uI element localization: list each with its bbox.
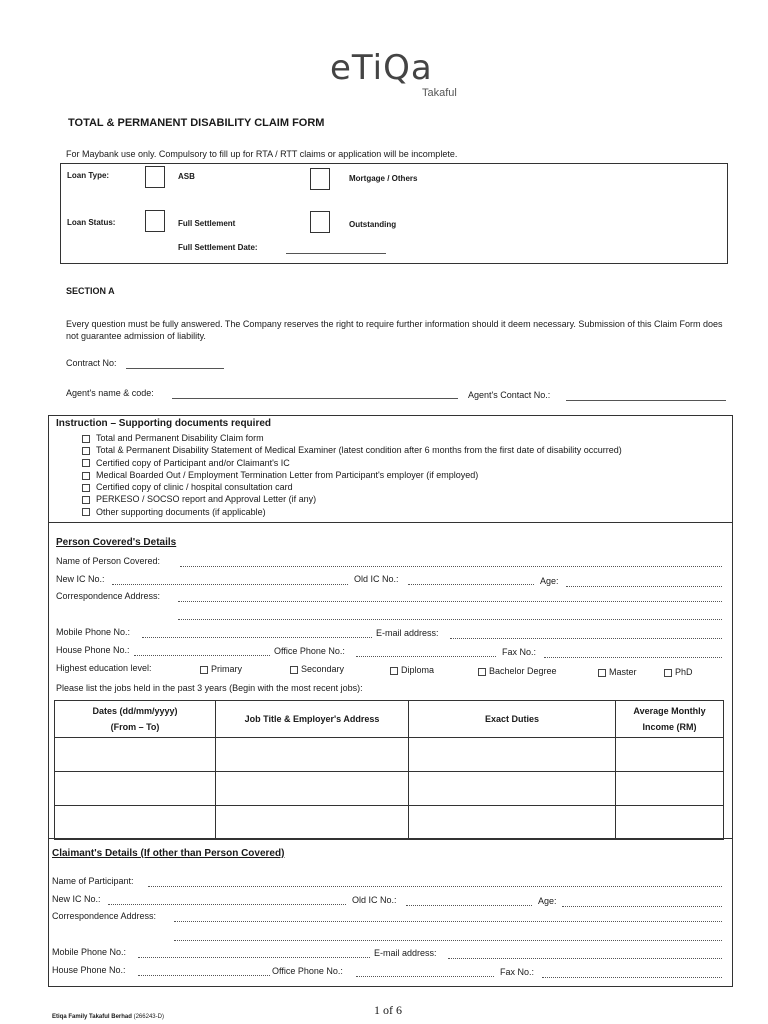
claimant-old-ic-label: Old IC No.: — [352, 895, 397, 905]
table-cell[interactable] — [616, 772, 724, 806]
claimant-house-field[interactable] — [138, 975, 270, 976]
instruction-title: Instruction – Supporting documents required — [56, 418, 272, 429]
claimant-new-ic-field[interactable] — [108, 904, 346, 905]
form-title: TOTAL & PERMANENT DISABILITY CLAIM FORM — [68, 117, 325, 129]
claimant-age-label: Age: — [538, 896, 557, 906]
checkbox-icon — [82, 435, 90, 443]
person-age-field[interactable] — [566, 586, 722, 587]
table-cell[interactable] — [409, 772, 616, 806]
instruction-item: Certified copy of Participant and/or Claimant's IC — [82, 457, 622, 469]
person-old-ic-field[interactable] — [408, 584, 534, 585]
person-house-label: House Phone No.: — [56, 645, 130, 655]
agent-contact-field[interactable] — [566, 400, 726, 401]
full-settlement-date-label: Full Settlement Date: — [178, 243, 258, 252]
maybank-note: For Maybank use only. Compulsory to fill up for RTA / RTT claims or application will be incomplete. — [66, 149, 458, 159]
full-settlement-checkbox[interactable] — [145, 210, 165, 232]
person-house-field[interactable] — [134, 655, 270, 656]
checkbox-icon — [664, 669, 672, 677]
checkbox-icon — [290, 666, 298, 674]
education-label: Highest education level: — [56, 663, 152, 673]
person-new-ic-field[interactable] — [112, 584, 348, 585]
instruction-item: Other supporting documents (if applicable) — [82, 506, 622, 518]
table-cell[interactable] — [55, 772, 216, 806]
claimant-fax-label: Fax No.: — [500, 967, 535, 977]
checkbox-icon — [82, 508, 90, 516]
jobs-table-header — [55, 701, 724, 738]
table-cell[interactable] — [216, 772, 409, 806]
education-option-master[interactable]: Master — [598, 667, 637, 677]
person-address-label: Correspondence Address: — [56, 591, 161, 601]
person-name-label: Name of Person Covered: — [56, 556, 161, 566]
person-fax-label: Fax No.: — [502, 647, 537, 657]
person-fax-field[interactable] — [544, 657, 722, 658]
full-settlement-label: Full Settlement — [178, 219, 236, 228]
person-title: Person Covered's Details — [56, 537, 177, 548]
claimant-email-field[interactable] — [448, 958, 722, 959]
dates-header: Dates (dd/mm/yyyy) (From – To) — [55, 701, 216, 738]
claimant-old-ic-field[interactable] — [406, 905, 532, 906]
person-mobile-field[interactable] — [142, 637, 372, 638]
claimant-address-label: Correspondence Address: — [52, 911, 157, 921]
logo-brand: eTiQa — [330, 48, 433, 88]
instruction-item: Medical Boarded Out / Employment Termination Letter from Participant's employer (if employed) — [82, 469, 622, 481]
person-email-field[interactable] — [450, 638, 722, 639]
page-number: 1 of 6 — [374, 1003, 402, 1017]
person-name-field[interactable] — [180, 566, 722, 567]
claimant-mobile-label: Mobile Phone No.: — [52, 947, 127, 957]
agent-contact-label: Agent's Contact No.: — [468, 390, 551, 400]
education-option-bachelor[interactable]: Bachelor Degree — [478, 666, 557, 676]
checkbox-icon — [390, 667, 398, 675]
education-option-phd[interactable]: PhD — [664, 667, 693, 677]
instruction-list — [82, 432, 622, 518]
claimant-office-field[interactable] — [356, 976, 494, 977]
table-cell[interactable] — [616, 738, 724, 772]
person-email-label: E-mail address: — [376, 628, 439, 638]
checkbox-icon — [598, 669, 606, 677]
person-office-label: Office Phone No.: — [274, 646, 345, 656]
checkbox-icon — [200, 666, 208, 674]
checkbox-icon — [82, 484, 90, 492]
table-cell[interactable] — [55, 806, 216, 840]
instruction-item: PERKESO / SOCSO report and Approval Letter (if any) — [82, 493, 622, 505]
education-option-secondary[interactable]: Secondary — [290, 664, 344, 674]
person-new-ic-label: New IC No.: — [56, 574, 105, 584]
table-cell[interactable] — [216, 738, 409, 772]
jobs-table — [54, 700, 724, 840]
claimant-address-field-1[interactable] — [174, 921, 722, 922]
person-old-ic-label: Old IC No.: — [354, 574, 399, 584]
claimant-mobile-field[interactable] — [138, 957, 370, 958]
etiqa-logo — [330, 48, 457, 99]
agent-name-field[interactable] — [172, 398, 458, 399]
instruction-item: Total and Permanent Disability Claim form — [82, 432, 622, 444]
education-option-diploma[interactable]: Diploma — [390, 665, 434, 675]
full-settlement-date-field[interactable] — [286, 253, 386, 254]
claimant-age-field[interactable] — [562, 906, 722, 907]
income-header: Average Monthly Income (RM) — [616, 701, 724, 738]
table-row — [55, 738, 724, 772]
checkbox-icon — [82, 472, 90, 480]
mortgage-label: Mortgage / Others — [349, 174, 418, 183]
footer-company: Etiqa Family Takaful Berhad (266243-D) — [52, 1014, 164, 1020]
table-row — [55, 772, 724, 806]
outstanding-checkbox[interactable] — [310, 211, 330, 233]
instruction-item: Certified copy of clinic / hospital consultation card — [82, 481, 622, 493]
table-cell[interactable] — [616, 806, 724, 840]
table-row — [55, 806, 724, 840]
asb-label: ASB — [178, 172, 195, 181]
agent-name-label: Agent's name & code: — [66, 388, 154, 398]
contract-no-label: Contract No: — [66, 358, 117, 368]
instruction-item: Total & Permanent Disability Statement of Medical Examiner (latest condition after 6 months from the first date of disability occurred) — [82, 444, 622, 456]
instruction-divider — [48, 522, 732, 523]
claimant-house-label: House Phone No.: — [52, 965, 126, 975]
claimant-fax-field[interactable] — [542, 977, 722, 978]
contract-no-field[interactable] — [126, 368, 224, 369]
table-cell[interactable] — [55, 738, 216, 772]
person-office-field[interactable] — [356, 656, 496, 657]
claimant-email-label: E-mail address: — [374, 948, 437, 958]
checkbox-icon — [478, 668, 486, 676]
section-a-paragraph: Every question must be fully answered. The Company reserves the right to require further information should it deem necessary. Submission of this Claim Form does not guarantee admission of liability. — [66, 319, 723, 341]
claimant-office-label: Office Phone No.: — [272, 966, 343, 976]
table-cell[interactable] — [409, 738, 616, 772]
asb-checkbox[interactable] — [145, 166, 165, 188]
outstanding-label: Outstanding — [349, 220, 397, 229]
section-a-title: SECTION A — [66, 286, 115, 296]
claimant-title: Claimant's Details (If other than Person Covered) — [52, 848, 285, 859]
table-cell[interactable] — [409, 806, 616, 840]
loan-status-label: Loan Status: — [67, 218, 116, 227]
person-address-field-1[interactable] — [178, 601, 722, 602]
person-age-label: Age: — [540, 576, 559, 586]
claimant-new-ic-label: New IC No.: — [52, 894, 101, 904]
checkbox-icon — [82, 447, 90, 455]
table-cell[interactable] — [216, 806, 409, 840]
person-mobile-label: Mobile Phone No.: — [56, 627, 131, 637]
claimant-name-field[interactable] — [148, 886, 722, 887]
person-address-field-2[interactable] — [178, 619, 722, 620]
duties-header: Exact Duties — [409, 701, 616, 738]
claimant-address-field-2[interactable] — [174, 940, 722, 941]
jobs-note: Please list the jobs held in the past 3 years (Begin with the most recent jobs): — [56, 683, 363, 693]
job-title-header: Job Title & Employer's Address — [216, 701, 409, 738]
logo-sub: Takaful — [422, 87, 457, 99]
checkbox-icon — [82, 496, 90, 504]
loan-type-label: Loan Type: — [67, 171, 110, 180]
claimant-name-label: Name of Participant: — [52, 876, 134, 886]
mortgage-checkbox[interactable] — [310, 168, 330, 190]
education-option-primary[interactable]: Primary — [200, 664, 242, 674]
checkbox-icon — [82, 459, 90, 467]
